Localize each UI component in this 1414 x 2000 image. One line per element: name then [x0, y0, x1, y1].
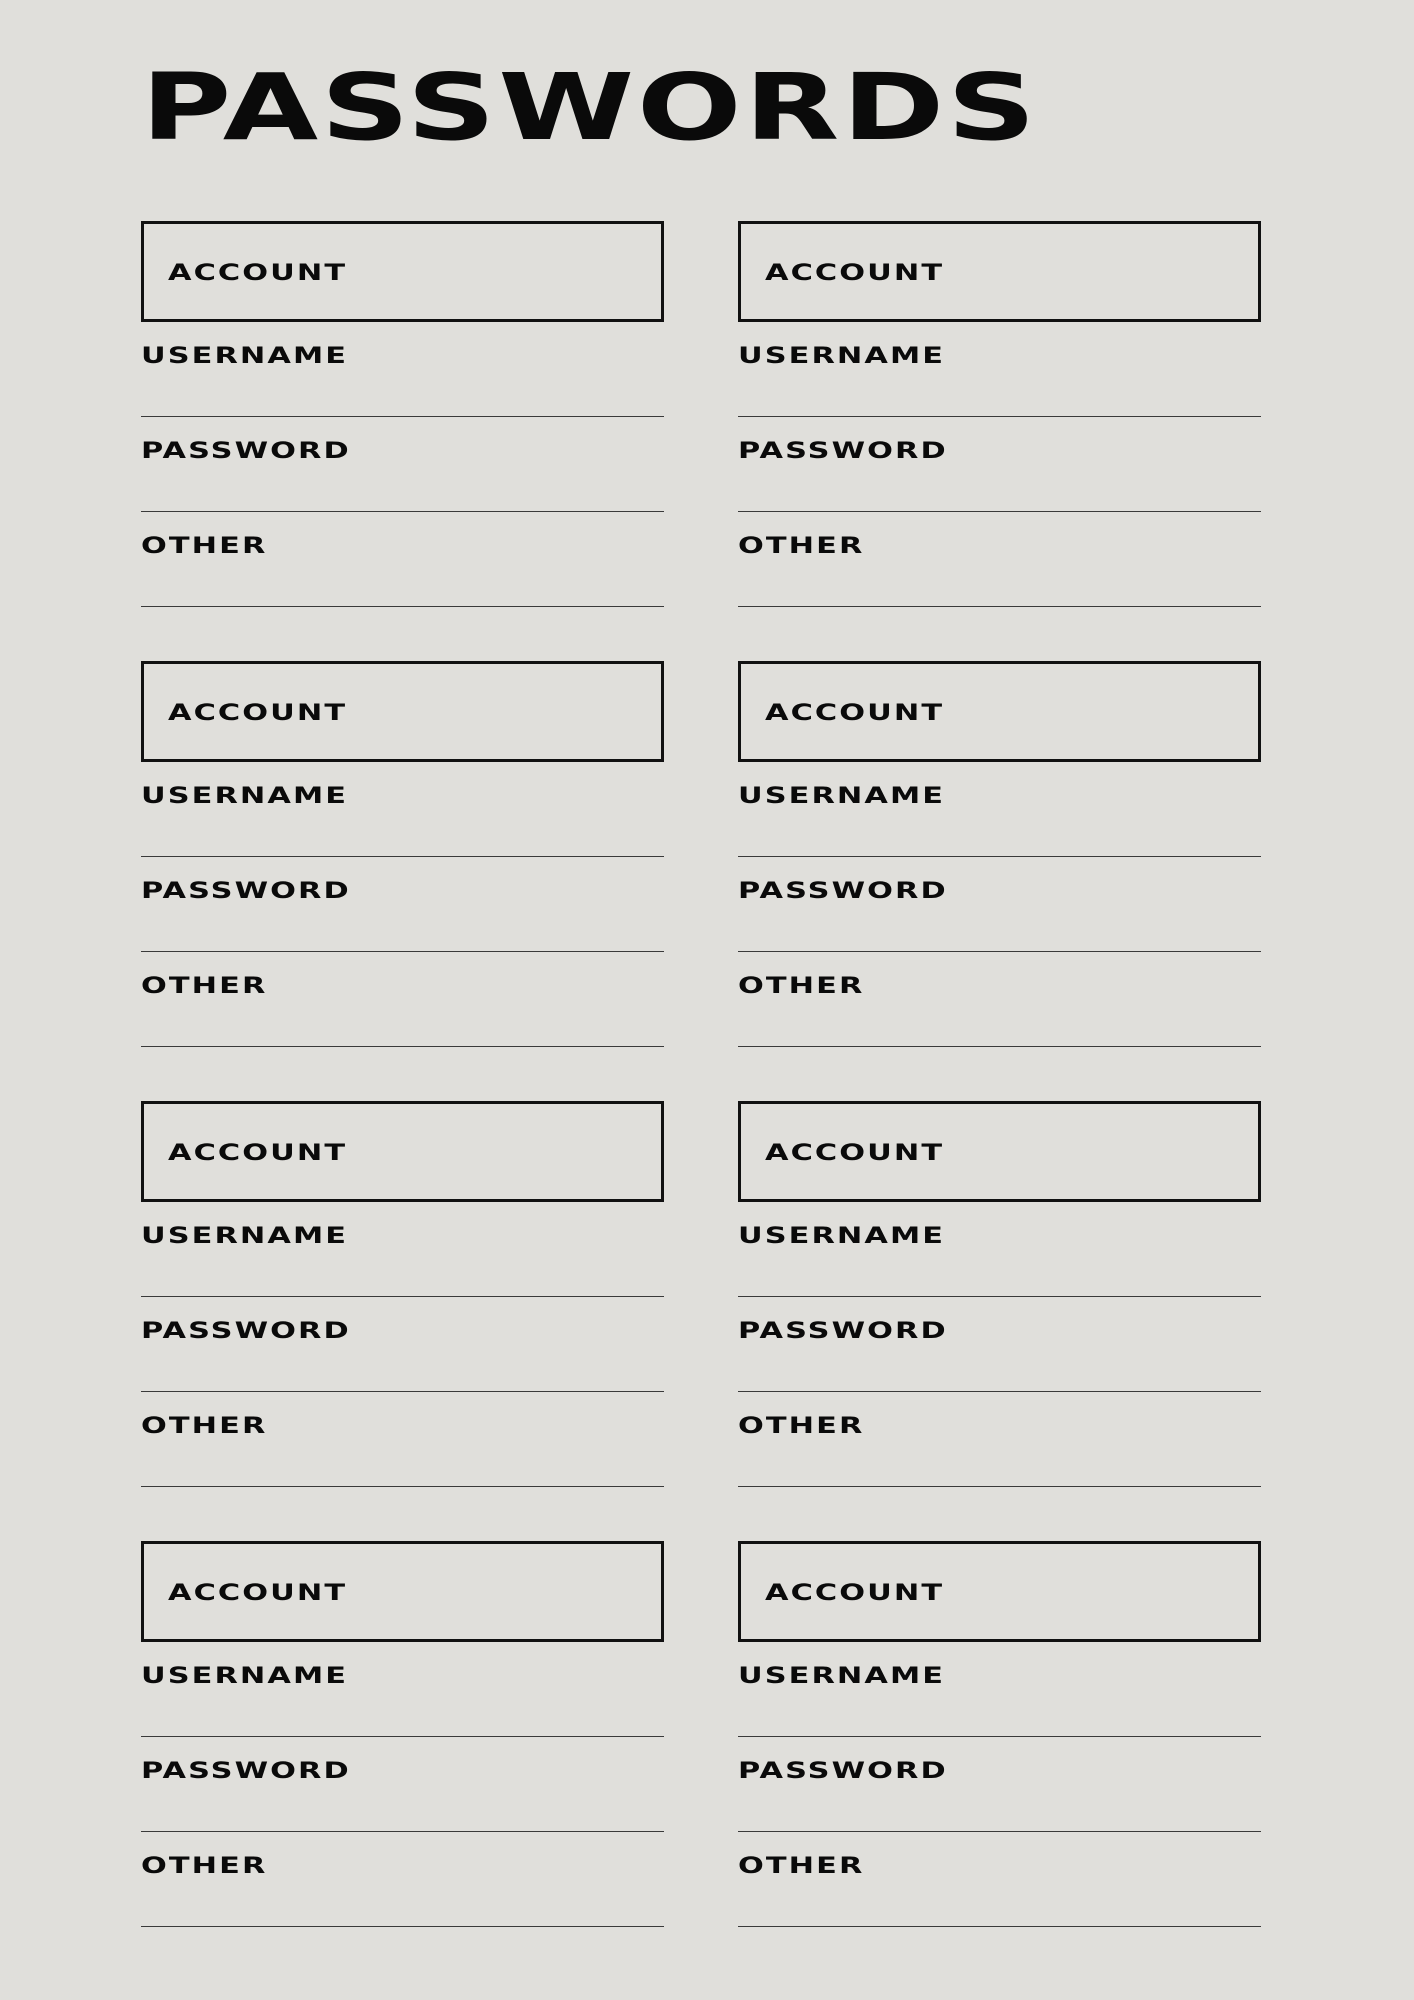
account-label: ACCOUNT: [765, 1141, 945, 1166]
password-card: [738, 1541, 1261, 1937]
password-card: [141, 661, 664, 1057]
password-label: PASSWORD: [738, 1759, 948, 1784]
password-label: PASSWORD: [141, 1319, 351, 1344]
password-field[interactable]: [141, 1737, 664, 1832]
account-field[interactable]: [141, 1101, 664, 1202]
account-label: ACCOUNT: [168, 1581, 348, 1606]
password-card: [141, 1101, 664, 1497]
other-field[interactable]: [141, 1832, 664, 1927]
password-label: PASSWORD: [738, 879, 948, 904]
account-label: ACCOUNT: [168, 1141, 348, 1166]
other-label: OTHER: [141, 1414, 268, 1439]
username-label: USERNAME: [738, 1224, 946, 1249]
other-label: OTHER: [738, 1854, 865, 1879]
account-label: ACCOUNT: [168, 261, 348, 286]
username-label: USERNAME: [141, 784, 349, 809]
username-field[interactable]: [141, 762, 664, 857]
other-label: OTHER: [738, 1414, 865, 1439]
account-field[interactable]: [738, 1101, 1261, 1202]
other-field[interactable]: [141, 952, 664, 1047]
username-label: USERNAME: [141, 1664, 349, 1689]
password-field[interactable]: [141, 417, 664, 512]
account-field[interactable]: [141, 661, 664, 762]
account-field[interactable]: [141, 1541, 664, 1642]
password-card: [738, 221, 1261, 617]
password-field[interactable]: [738, 1297, 1261, 1392]
username-label: USERNAME: [141, 1224, 349, 1249]
username-field[interactable]: [738, 1642, 1261, 1737]
other-label: OTHER: [738, 534, 865, 559]
username-field[interactable]: [141, 322, 664, 417]
password-label: PASSWORD: [141, 1759, 351, 1784]
other-label: OTHER: [141, 534, 268, 559]
other-field[interactable]: [738, 512, 1261, 607]
password-field[interactable]: [738, 1737, 1261, 1832]
password-card: [738, 661, 1261, 1057]
other-field[interactable]: [141, 1392, 664, 1487]
other-label: OTHER: [141, 1854, 268, 1879]
password-card: [738, 1101, 1261, 1497]
password-field[interactable]: [738, 417, 1261, 512]
username-field[interactable]: [738, 762, 1261, 857]
account-label: ACCOUNT: [168, 701, 348, 726]
username-label: USERNAME: [738, 1664, 946, 1689]
password-field[interactable]: [141, 857, 664, 952]
username-label: USERNAME: [141, 344, 349, 369]
account-field[interactable]: [738, 1541, 1261, 1642]
account-label: ACCOUNT: [765, 1581, 945, 1606]
account-label: ACCOUNT: [765, 701, 945, 726]
account-label: ACCOUNT: [765, 261, 945, 286]
other-field[interactable]: [738, 1392, 1261, 1487]
account-field[interactable]: [738, 661, 1261, 762]
password-cards-grid: [141, 221, 1261, 1937]
password-label: PASSWORD: [738, 1319, 948, 1344]
username-field[interactable]: [141, 1642, 664, 1737]
password-field[interactable]: [738, 857, 1261, 952]
username-field[interactable]: [738, 322, 1261, 417]
account-field[interactable]: [738, 221, 1261, 322]
other-label: OTHER: [738, 974, 865, 999]
account-field[interactable]: [141, 221, 664, 322]
other-field[interactable]: [141, 512, 664, 607]
password-label: PASSWORD: [738, 439, 948, 464]
username-field[interactable]: [141, 1202, 664, 1297]
password-card: [141, 1541, 664, 1937]
password-label: PASSWORD: [141, 879, 351, 904]
password-label: PASSWORD: [141, 439, 351, 464]
username-field[interactable]: [738, 1202, 1261, 1297]
username-label: USERNAME: [738, 344, 946, 369]
password-card: [141, 221, 664, 617]
other-field[interactable]: [738, 1832, 1261, 1927]
password-field[interactable]: [141, 1297, 664, 1392]
other-label: OTHER: [141, 974, 268, 999]
page-title: PASSWORDS: [141, 54, 1039, 161]
other-field[interactable]: [738, 952, 1261, 1047]
username-label: USERNAME: [738, 784, 946, 809]
